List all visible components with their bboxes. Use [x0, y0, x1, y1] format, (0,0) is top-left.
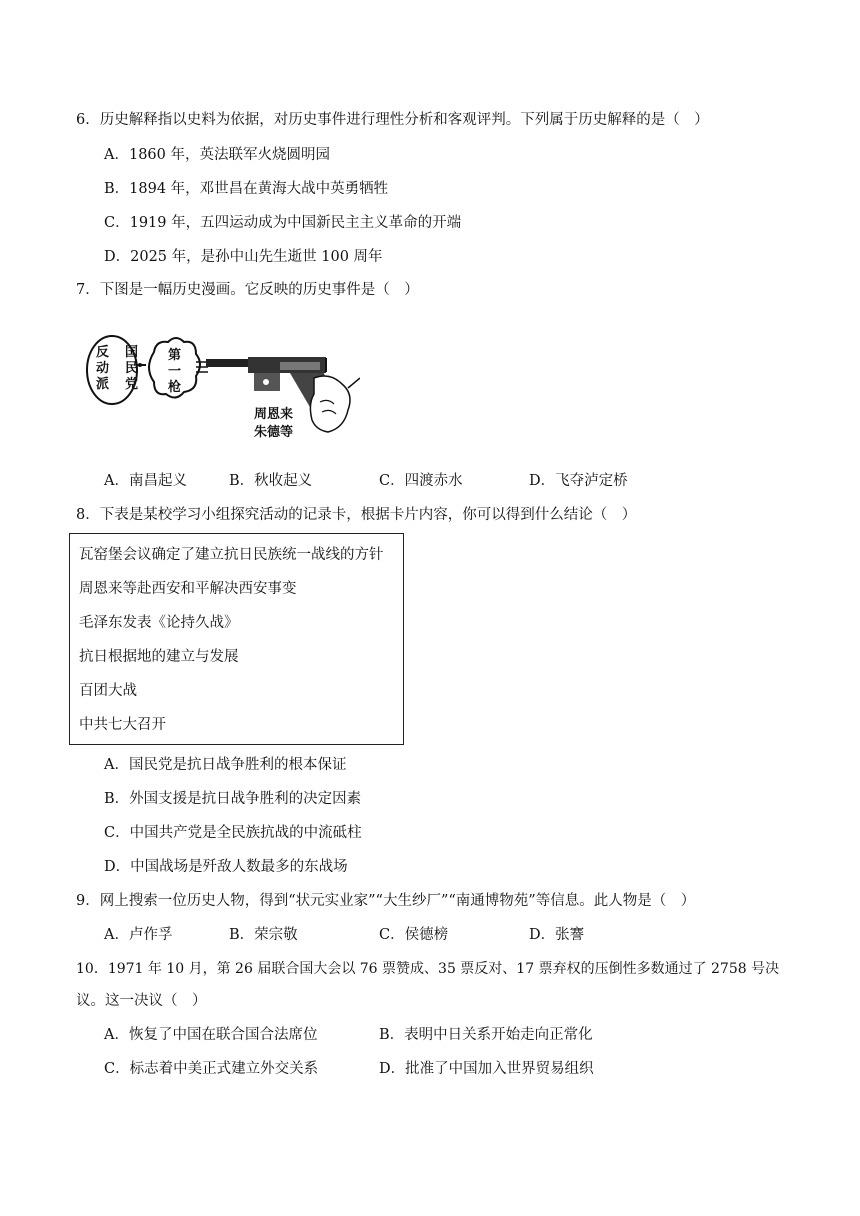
- question-8-stem: 8．下表是某校学习小组探究活动的记录卡，根据卡片内容，你可以得到什么结论（ ）: [76, 507, 637, 523]
- bubble-right-2: 一: [168, 364, 182, 379]
- bubble-left-col1-1: 国: [125, 345, 139, 360]
- card-item: 抗日根据地的建立与发展: [79, 649, 239, 665]
- question-8-option-b: B．外国支援是抗日战争胜利的决定因素: [104, 791, 362, 807]
- bubble-right-1: 第: [168, 348, 182, 363]
- question-10-option-a: A．恢复了中国在联合国合法席位: [104, 1027, 318, 1043]
- question-8-option-d: D．中国战场是歼敌人数最多的东战场: [104, 859, 348, 875]
- question-10-option-b: B．表明中日关系开始走向正常化: [379, 1027, 593, 1043]
- question-9-option-b: B．荣宗敬: [229, 927, 298, 943]
- question-10-stem-line-1: 10．1971 年 10 月，第 26 届联合国大会以 76 票赞成、35 票反对、17 票弃权的压倒性多数通过了 2758 号决: [76, 961, 780, 977]
- card-item: 毛泽东发表《论持久战》: [79, 615, 239, 631]
- card-item: 百团大战: [79, 683, 137, 699]
- bubble-left-col2-2: 动: [96, 361, 110, 376]
- history-cartoon: [84, 332, 360, 444]
- bubble-left-col2-3: 派: [96, 377, 110, 392]
- question-6-option-a: A．1860 年，英法联军火烧圆明园: [104, 147, 330, 163]
- card-item: 中共七大召开: [79, 717, 166, 733]
- question-9-option-a: A．卢作孚: [104, 927, 173, 943]
- question-8-option-c: C．中国共产党是全民族抗战的中流砥柱: [104, 825, 362, 841]
- question-10-stem-line-2: 议。这一决议（ ）: [76, 993, 207, 1009]
- question-7-option-d: D．飞夺泸定桥: [529, 473, 628, 489]
- question-7-stem: 7．下图是一幅历史漫画。它反映的历史事件是（ ）: [76, 282, 419, 298]
- bubble-right-3: 枪: [168, 380, 182, 395]
- question-7-option-c: C．四渡赤水: [379, 473, 463, 489]
- card-item: 瓦窑堡会议确定了建立抗日民族统一战线的方针: [79, 547, 384, 563]
- question-6-option-c: C．1919 年，五四运动成为中国新民主主义革命的开端: [104, 215, 462, 231]
- card-item: 周恩来等赴西安和平解决西安事变: [79, 581, 297, 597]
- question-6-option-b: B．1894 年，邓世昌在黄海大战中英勇牺牲: [104, 181, 389, 197]
- caption-line-2: 朱德等: [254, 425, 294, 440]
- question-9-option-d: D．张謇: [529, 927, 585, 943]
- question-9-option-c: C．侯德榜: [379, 927, 449, 943]
- hand-drawing: [310, 376, 350, 432]
- question-6-option-d: D．2025 年，是孙中山先生逝世 100 周年: [104, 249, 383, 265]
- question-10-option-d: D．批准了中国加入世界贸易组织: [379, 1061, 594, 1077]
- question-9-stem: 9．网上搜索一位历史人物，得到“状元实业家”“大生纱厂”“南通博物苑”等信息。此人物是（ ）: [76, 893, 696, 909]
- bubble-left-col1-3: 党: [125, 377, 139, 392]
- question-6-stem: 6．历史解释指以史料为依据，对历史事件进行理性分析和客观评判。下列属于历史解释的是（ ）: [76, 112, 709, 128]
- question-8-option-a: A．国民党是抗日战争胜利的根本保证: [104, 757, 347, 773]
- caption-line-1: 周恩来: [254, 407, 294, 422]
- question-10-option-c: C．标志着中美正式建立外交关系: [104, 1061, 319, 1077]
- question-7-option-b: B．秋收起义: [229, 473, 313, 489]
- bubble-left-col1-2: 民: [125, 361, 139, 376]
- record-card: [69, 533, 404, 745]
- question-7-option-a: A．南昌起义: [104, 473, 187, 489]
- bubble-left-col2-1: 反: [96, 345, 110, 360]
